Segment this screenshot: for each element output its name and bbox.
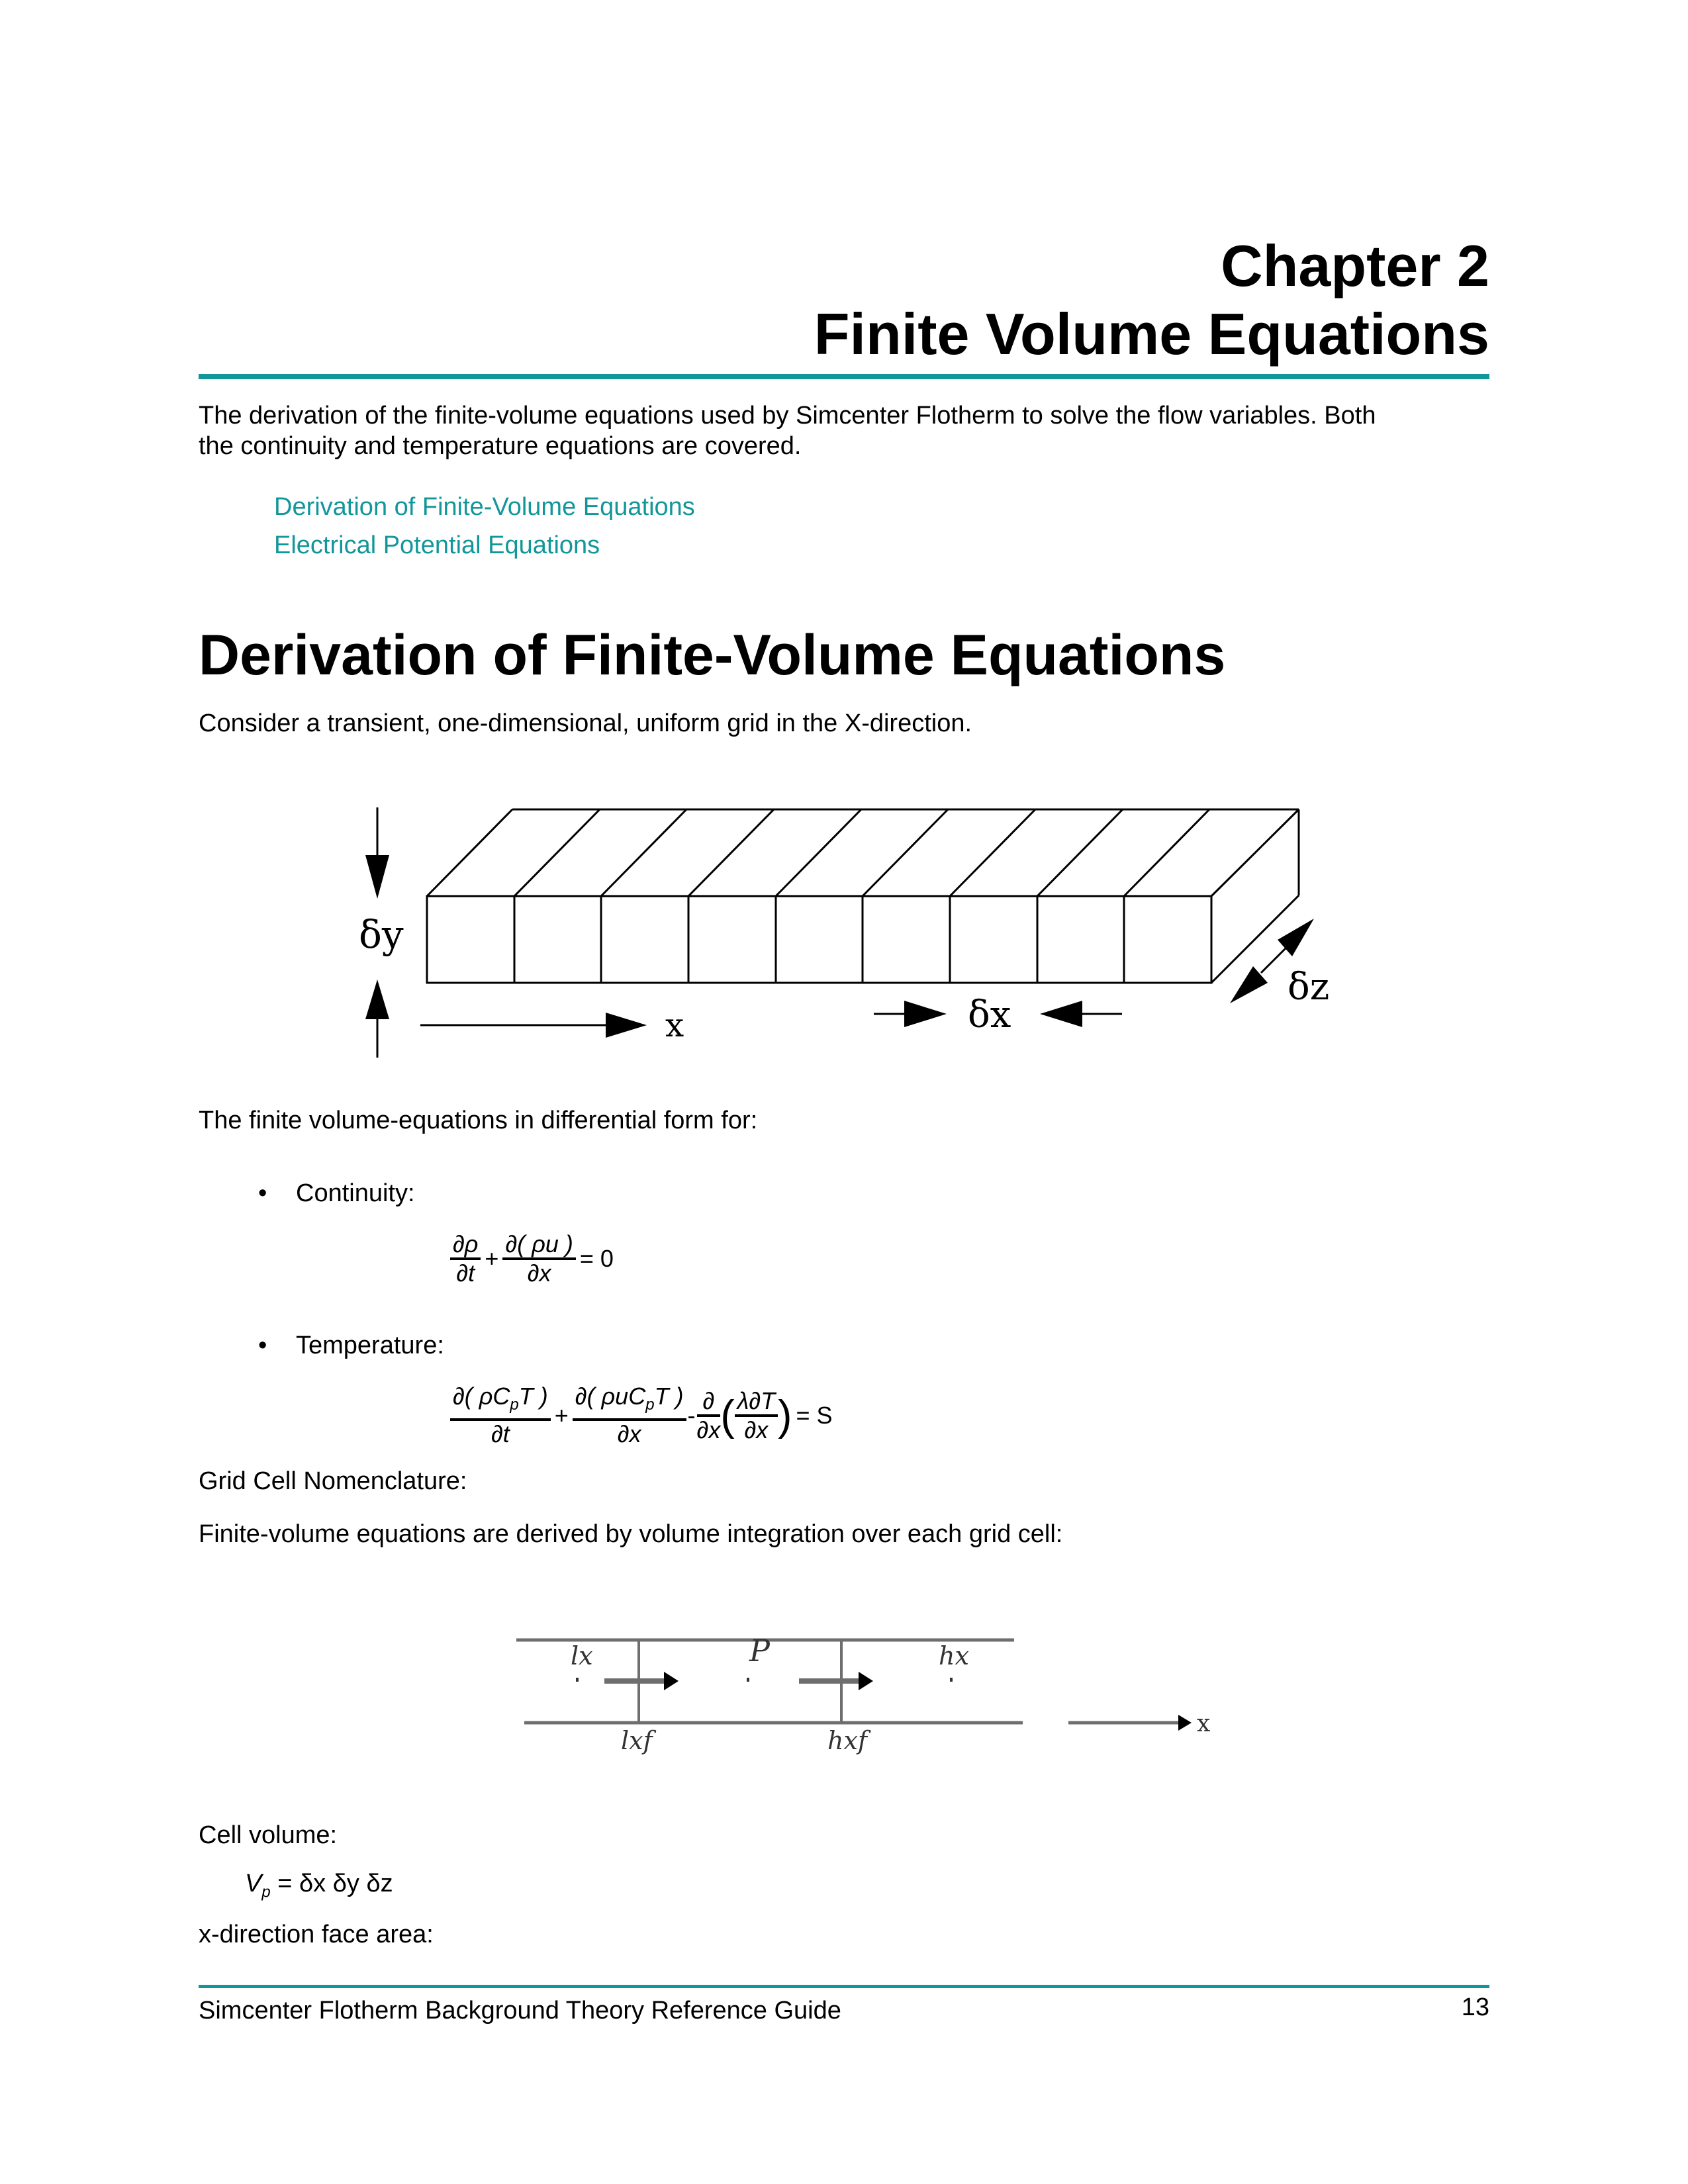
bullet-temperature <box>258 1330 267 1361</box>
flux-arrow-lxf <box>664 1672 679 1690</box>
hxf-label: hxf <box>827 1726 867 1755</box>
intro-line-1: The derivation of the finite-volume equations used by Simcenter Flotherm to solve the flow variables. Both <box>199 402 1376 430</box>
bullet-icon: • <box>258 1179 267 1207</box>
differential-intro: The finite volume-equations in differential form for: <box>199 1107 758 1134</box>
continuity-equation: $\frac{\partial\rho}{\partial t}$ + $\frac{\partial( \rho u )}{\partial x}$ = 0 <box>450 1231 618 1287</box>
x-axis-arrow <box>420 1013 647 1038</box>
link-derivation-fv-equations[interactable]: Derivation of Finite-Volume Equations <box>274 493 695 521</box>
grid-cell-nomenclature-label: Grid Cell Nomenclature: <box>199 1467 467 1495</box>
footer-rule <box>199 1985 1489 1988</box>
dz-label: δz <box>1288 966 1330 1009</box>
temperature-equation: $\frac{\partial( \rho C_pT )}{\partial t}$ + $\frac{\partial( \rho uC_pT )}{\partial x}$ - $\frac{\partial}{\partial x}$ ( $\frac{\lambda\partial T}{\partial x}$ ) = S <box>450 1383 837 1447</box>
cell-volume-label: Cell volume: <box>199 1821 338 1849</box>
dy-label: δy <box>359 912 404 957</box>
flux-arrow-hxf <box>859 1672 873 1690</box>
frac-drhoucpt-dx: $\frac{\partial( \rho uC_pT )}{\partial x}$ <box>573 1383 686 1447</box>
lx-label: lx <box>571 1641 593 1670</box>
frac-d-dx: $\frac{\partial}{\partial x}$ <box>696 1387 721 1443</box>
face-area-label: x-direction face area: <box>199 1921 434 1948</box>
link-electrical-potential-equations[interactable]: Electrical Potential Equations <box>274 531 600 559</box>
chapter-title: Finite Volume Equations <box>814 301 1489 367</box>
frac-drho-dt: $\frac{\partial\rho}{\partial t}$ <box>450 1231 481 1287</box>
hx-label: hx <box>939 1641 969 1670</box>
grid-box <box>427 809 1299 983</box>
bullet-continuity <box>258 1178 267 1208</box>
section-heading: Derivation of Finite-Volume Equations <box>199 623 1226 687</box>
x-axis-arrowhead <box>1178 1715 1192 1731</box>
temperature-label: Temperature: <box>296 1332 444 1359</box>
p-label: P <box>749 1633 770 1668</box>
cell-volume-equation: $V_p = \delta x$ δy δz <box>245 1870 393 1901</box>
bullet-icon: • <box>258 1332 267 1359</box>
frac-lambda-dt-dx: $\frac{\lambda\partial T}{\partial x}$ <box>735 1388 778 1443</box>
dx-label: δx <box>968 993 1011 1036</box>
lxf-label: lxf <box>621 1726 653 1755</box>
x-axis-label: x <box>1197 1710 1211 1737</box>
chapter-number: Chapter 2 <box>1221 233 1489 298</box>
volume-integration-text: Finite-volume equations are derived by volume integration over each grid cell: <box>199 1520 1063 1548</box>
grid-cell-nomenclature-diagram <box>0 1588 1688 1760</box>
frac-drhocpt-dt: $\frac{\partial( \rho C_pT )}{\partial t}$ <box>450 1383 551 1447</box>
intro-line-2: the continuity and temperature equations are covered. <box>199 432 802 460</box>
frac-drhou-dx: $\frac{\partial( \rho u )}{\partial x}$ <box>502 1231 575 1287</box>
consider-text: Consider a transient, one-dimensional, uniform grid in the X-direction. <box>199 709 972 737</box>
continuity-label: Continuity: <box>296 1179 415 1207</box>
footer-guide-title: Simcenter Flotherm Background Theory Reference Guide <box>199 1997 841 2025</box>
x-label: x <box>665 1006 684 1044</box>
page-number: 13 <box>1461 1993 1489 2021</box>
